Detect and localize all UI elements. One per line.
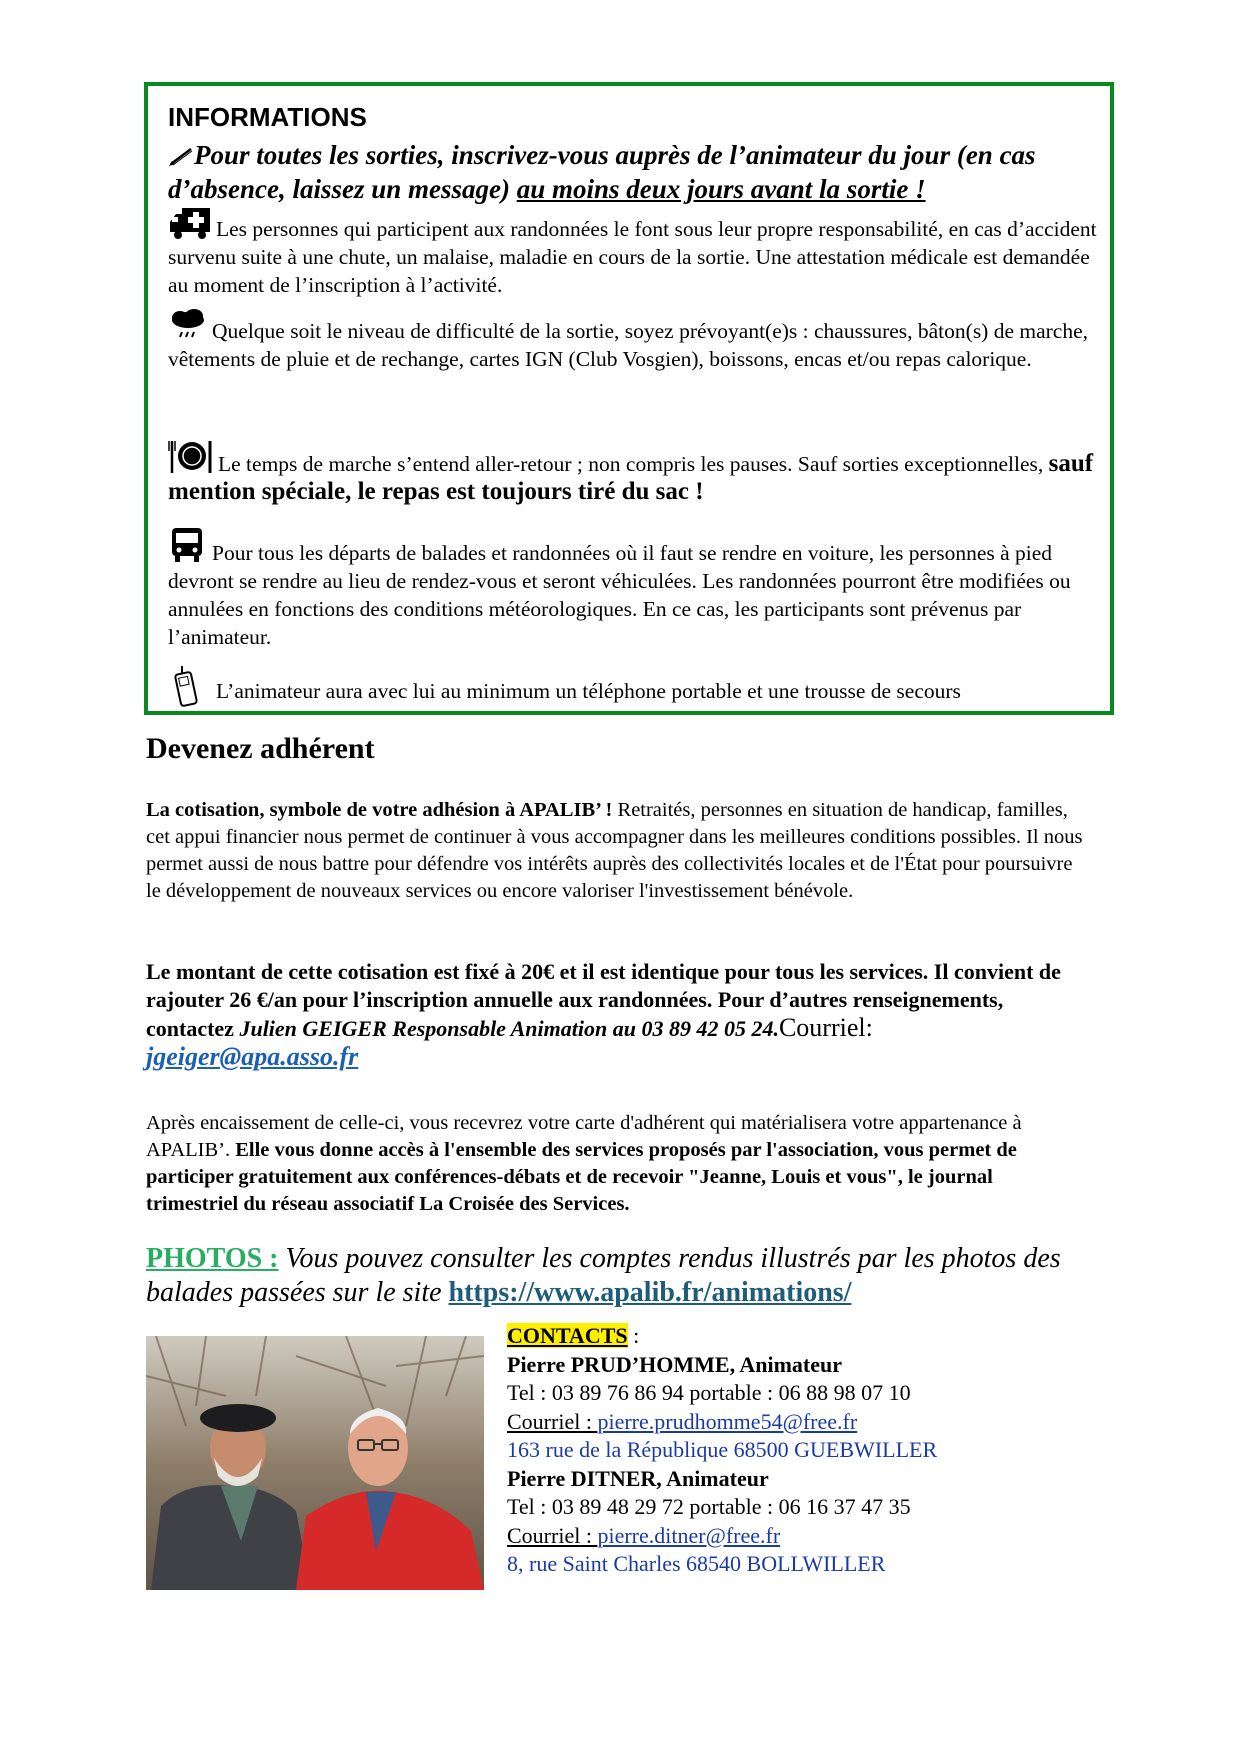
adherent-p2-bold: Le montant de cette cotisation est fixé à 20€ et il est identique pour tous les services. Il convient de rajouter 26 €/an pour l’inscription annuelle aux randonnées. Pour d’autres renseignements, contactez <box>146 959 1061 1041</box>
contact-email-link[interactable]: pierre.prudhomme54@free.fr <box>597 1408 858 1434</box>
plate-cutlery-icon <box>168 439 214 475</box>
adherent-p3-text: Après encaissement de celle-ci, vous recevrez votre carte d'adhérent qui matérialisera votre appartenance à APALIB’. <box>146 1112 1022 1161</box>
adherent-p3-bold: Elle vous donne accès à l'ensemble des services proposés par l'association, vous permet de participer gratuitement aux conférences-débats et de recevoir "Jeanne, Louis et vous", le journal trimestriel du réseau associatif La Croisée des Services. <box>146 1139 1017 1215</box>
contact-address: 163 rue de la République 68500 GUEBWILLER <box>507 1437 938 1462</box>
adherent-email-link[interactable]: jgeiger@apa.asso.fr <box>146 1042 359 1071</box>
contact-courriel-label: Courriel <box>507 1522 581 1548</box>
contact-courriel-line <box>507 1522 1107 1551</box>
ambulance-icon <box>168 206 212 240</box>
mobile-phone-icon <box>168 664 204 708</box>
contact-address: 8, rue Saint Charles 68540 BOLLWILLER <box>507 1551 886 1576</box>
adherent-p1-text: Retraités, personnes en situation de handicap, familles, cet appui financier nous permet de continuer à vous accompagner dans les meilleures conditions possibles. Il nous permet aussi de nous battre pour défendre vos intérêts auprès des collectivités locales et de l'État pour poursuivre le développement de nouveaux services ou encore valoriser l'investissement bénévole. <box>146 799 1083 902</box>
info-lead <box>168 138 1088 206</box>
adherent-p1-bold: La cotisation, symbole de votre adhésion à APALIB’ ! <box>146 799 613 821</box>
info-equipment <box>168 308 1098 373</box>
adherent-courriel-label: Courriel: <box>778 1013 873 1042</box>
info-lead-deadline: au moins deux jours avant la sortie ! <box>516 174 926 204</box>
contact-courriel-sep: : <box>580 1408 598 1434</box>
photos-url-link[interactable]: https://www.apalib.fr/animations/ <box>448 1277 852 1308</box>
contact-courriel-line <box>507 1408 1107 1437</box>
adherent-paragraph-3 <box>146 1110 1086 1218</box>
contact-email-link[interactable]: pierre.ditner@free.fr <box>597 1522 781 1548</box>
adherent-paragraph-1 <box>146 797 1086 905</box>
contact-name: Pierre PRUD’HOMME, Animateur <box>507 1351 843 1377</box>
info-meal-text: Le temps de marche s’entend aller-retour ; non compris les pauses. Sauf sorties exceptionnelles, <box>218 452 1049 476</box>
pencil-icon <box>168 146 194 166</box>
contact-name: Pierre DITNER, Animateur <box>507 1465 769 1491</box>
info-responsibility-text: Les personnes qui participent aux randonnées le font sous leur propre responsabilité, en cas d’accident survenu suite à une chute, un malaise, maladie en cours de la sortie. Une attestation médicale est demandée au moment de l’inscription à l’activité. <box>168 217 1097 297</box>
rain-cloud-icon <box>168 308 208 342</box>
contact-courriel-label: Courriel <box>507 1408 581 1434</box>
contact-tel: Tel : 03 89 48 29 72 portable : 06 16 37 47 35 <box>507 1494 911 1519</box>
info-transport <box>168 526 1098 651</box>
info-transport-text: Pour tous les départs de balades et randonnées où il faut se rendre en voiture, les personnes à pied devront se rendre au lieu de rendez-vous et seront véhiculées. Les randonnées pourront être modifiées ou annulées en fonctions des conditions météorologiques. En ce cas, les participants sont prévenus par l’animateur. <box>168 541 1071 649</box>
contacts-heading: CONTACTS <box>507 1323 628 1348</box>
contacts-section <box>507 1322 1107 1579</box>
contact-courriel-sep: : <box>580 1522 598 1548</box>
photos-label: PHOTOS : <box>146 1243 279 1274</box>
info-lead-text: Pour toutes les sorties, inscrivez-vous auprès de l’animateur du jour (en cas d’absence, laissez un message) <box>168 140 1036 204</box>
adherent-paragraph-2 <box>146 958 1086 1072</box>
info-phone-text: L’animateur aura avec lui au minimum un téléphone portable et une trousse de secours <box>216 679 961 703</box>
photos-text: Vous pouvez consulter les comptes rendus illustrés par les photos des balades passées sur le site <box>146 1243 1061 1308</box>
info-responsibility <box>168 206 1098 299</box>
contact-tel: Tel : 03 89 76 86 94 portable : 06 88 98 07 10 <box>507 1380 911 1405</box>
info-meal <box>168 439 1098 506</box>
info-phone <box>168 664 1098 708</box>
photos-section <box>146 1242 1106 1310</box>
animators-photo <box>146 1336 484 1590</box>
info-meal-bold: sauf mention spéciale, le repas est toujours tiré du sac ! <box>168 450 1094 505</box>
adherent-p2-contact: Julien GEIGER Responsable Animation au 03 89 42 05 24. <box>239 1016 779 1041</box>
contact-card <box>507 1465 1107 1579</box>
info-equipment-text: Quelque soit le niveau de difficulté de la sortie, soyez prévoyant(e)s : chaussures, bâton(s) de marche, vêtements de pluie et de rechange, cartes IGN (Club Vosgien), boissons, encas et/ou repas calorique. <box>168 319 1089 371</box>
contacts-heading-colon: : <box>627 1323 640 1348</box>
contact-card <box>507 1351 1107 1465</box>
contacts-heading-line <box>507 1322 1107 1351</box>
informations-box <box>144 82 1114 715</box>
informations-title: INFORMATIONS <box>168 102 367 132</box>
bus-icon <box>168 526 208 564</box>
adherent-heading: Devenez adhérent <box>146 732 375 765</box>
